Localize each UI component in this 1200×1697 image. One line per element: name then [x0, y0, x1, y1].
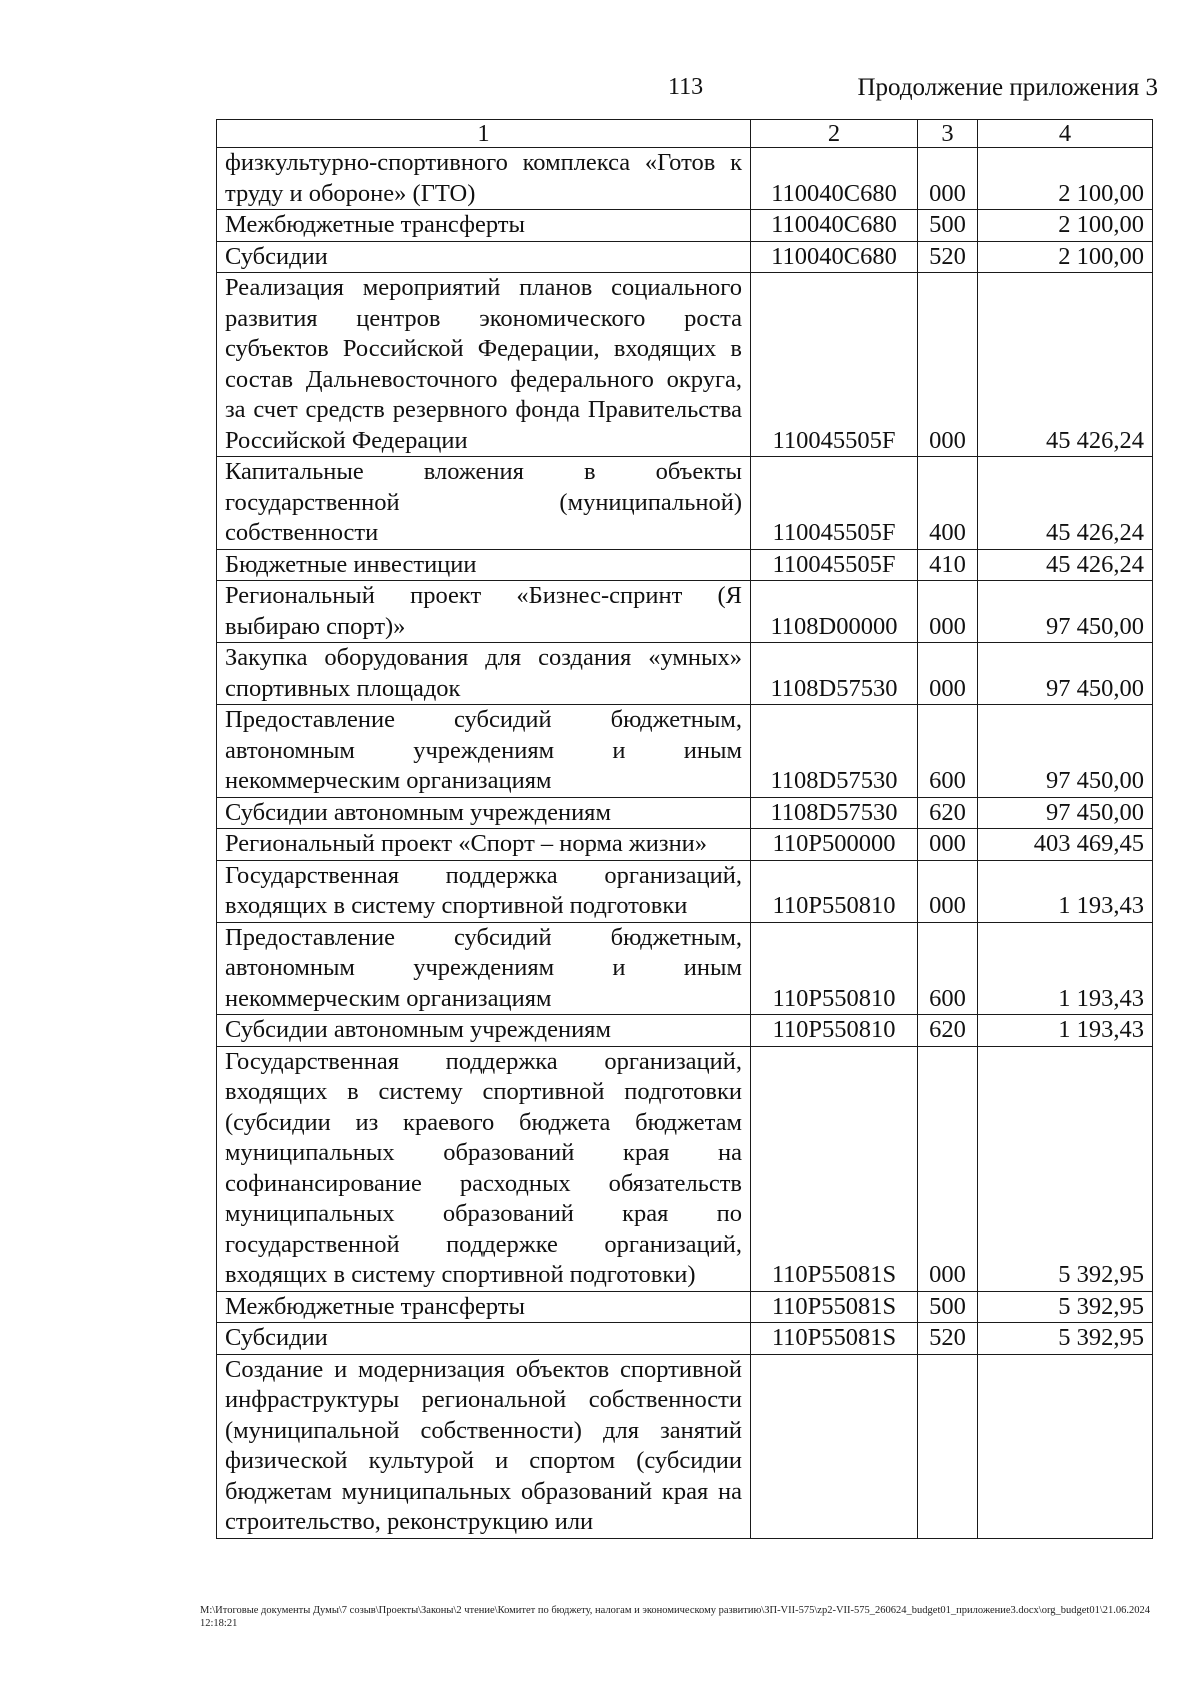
row-code-cell: 110Р55081S — [751, 1046, 918, 1291]
row-code-cell: 110Р500000 — [751, 829, 918, 861]
continuation-title: Продолжение приложения 3 — [857, 74, 1158, 101]
table-row — [217, 549, 1153, 581]
row-group-cell: 000 — [918, 273, 978, 457]
row-name-cell: Субсидии автономным учреждениям — [217, 797, 751, 829]
row-name-cell: Межбюджетные трансферты — [217, 210, 751, 242]
row-code-cell: 110040С680 — [751, 241, 918, 273]
row-group-cell: 000 — [918, 643, 978, 705]
row-name-cell: Предоставление субсидий бюджетным, автономным учреждениям и иным некоммерческим организациям — [217, 922, 751, 1015]
row-group-cell: 000 — [918, 581, 978, 643]
row-name-cell: Закупка оборудования для создания «умных» спортивных площадок — [217, 643, 751, 705]
row-group-cell: 620 — [918, 797, 978, 829]
row-name-cell: Предоставление субсидий бюджетным, автономным учреждениям и иным некоммерческим организациям — [217, 705, 751, 798]
row-code-cell: 110Р55081S — [751, 1291, 918, 1323]
row-code-cell: 1108D57530 — [751, 705, 918, 798]
row-amount-cell: 5 392,95 — [978, 1046, 1153, 1291]
row-amount-cell: 45 426,24 — [978, 549, 1153, 581]
row-amount-cell: 45 426,24 — [978, 273, 1153, 457]
row-code-cell: 110045505F — [751, 457, 918, 550]
row-name-cell: Капитальные вложения в объекты государственной (муниципальной) собственности — [217, 457, 751, 550]
row-code-cell: 110040С680 — [751, 148, 918, 210]
table-row — [217, 148, 1153, 210]
row-name-cell: физкультурно-спортивного комплекса «Готов к труду и обороне» (ГТО) — [217, 148, 751, 210]
row-group-cell: 600 — [918, 922, 978, 1015]
row-code-cell: 110Р55081S — [751, 1323, 918, 1355]
row-group-cell: 620 — [918, 1015, 978, 1047]
row-amount-cell: 1 193,43 — [978, 1015, 1153, 1047]
column-header-2: 2 — [751, 120, 918, 148]
row-amount-cell: 45 426,24 — [978, 457, 1153, 550]
table-row — [217, 922, 1153, 1015]
budget-table — [216, 119, 1153, 1539]
row-name-cell: Реализация мероприятий планов социального развития центров экономического роста субъектов Российской Федерации, входящих в состав Дальневосточного федерального округа, за счет средств резервного фонда Правительства Российской Федерации — [217, 273, 751, 457]
row-group-cell: 600 — [918, 705, 978, 798]
table-row — [217, 241, 1153, 273]
row-amount-cell: 97 450,00 — [978, 643, 1153, 705]
row-group-cell: 000 — [918, 829, 978, 861]
row-group-cell: 500 — [918, 1291, 978, 1323]
document-path-footer: M:\Итоговые документы Думы\7 созыв\Проекты\Законы\2 чтение\Комитет по бюджету, налогам и экономическому развитию\ЗП-VII-575\zp2-VII-575_260624_budget01_приложение3.docx\org_budget01\21.06.2024 12:18:21 — [200, 1605, 1151, 1629]
row-name-cell: Субсидии автономным учреждениям — [217, 1015, 751, 1047]
table-row — [217, 457, 1153, 550]
row-name-cell: Создание и модернизация объектов спортивной инфраструктуры региональной собственности (муниципальной собственности) для занятий физической культурой и спортом (субсидии бюджетам муниципальных образований края на строительство, реконструкцию или — [217, 1354, 751, 1538]
row-code-cell: 110Р550810 — [751, 1015, 918, 1047]
column-header-3: 3 — [918, 120, 978, 148]
row-code-cell: 110045505F — [751, 549, 918, 581]
row-group-cell: 520 — [918, 241, 978, 273]
table-row — [217, 829, 1153, 861]
row-amount-cell: 5 392,95 — [978, 1323, 1153, 1355]
row-code-cell: 110Р550810 — [751, 860, 918, 922]
row-name-cell: Государственная поддержка организаций, входящих в систему спортивной подготовки — [217, 860, 751, 922]
table-header-row — [217, 120, 1153, 148]
row-group-cell: 520 — [918, 1323, 978, 1355]
row-name-cell: Субсидии — [217, 1323, 751, 1355]
row-name-cell: Региональный проект «Бизнес-спринт (Я выбираю спорт)» — [217, 581, 751, 643]
row-code-cell — [751, 1354, 918, 1538]
row-amount-cell: 5 392,95 — [978, 1291, 1153, 1323]
row-code-cell: 1108D00000 — [751, 581, 918, 643]
column-header-1: 1 — [217, 120, 751, 148]
row-group-cell: 000 — [918, 1046, 978, 1291]
table-row — [217, 643, 1153, 705]
table-row — [217, 1015, 1153, 1047]
table-row — [217, 1046, 1153, 1291]
table-row — [217, 705, 1153, 798]
row-amount-cell: 97 450,00 — [978, 581, 1153, 643]
row-amount-cell: 1 193,43 — [978, 922, 1153, 1015]
row-amount-cell: 2 100,00 — [978, 241, 1153, 273]
row-group-cell: 410 — [918, 549, 978, 581]
table-row — [217, 273, 1153, 457]
row-group-cell — [918, 1354, 978, 1538]
table-row — [217, 581, 1153, 643]
row-group-cell: 000 — [918, 860, 978, 922]
row-amount-cell: 97 450,00 — [978, 705, 1153, 798]
row-group-cell: 400 — [918, 457, 978, 550]
row-name-cell: Бюджетные инвестиции — [217, 549, 751, 581]
table-row — [217, 1354, 1153, 1538]
row-amount-cell: 1 193,43 — [978, 860, 1153, 922]
row-name-cell: Субсидии — [217, 241, 751, 273]
row-amount-cell — [978, 1354, 1153, 1538]
table-row — [217, 860, 1153, 922]
table-row — [217, 1323, 1153, 1355]
row-code-cell: 110Р550810 — [751, 922, 918, 1015]
row-code-cell: 1108D57530 — [751, 643, 918, 705]
row-amount-cell: 403 469,45 — [978, 829, 1153, 861]
row-amount-cell: 2 100,00 — [978, 210, 1153, 242]
table-row — [217, 797, 1153, 829]
row-name-cell: Региональный проект «Спорт – норма жизни» — [217, 829, 751, 861]
row-group-cell: 500 — [918, 210, 978, 242]
page-number: 113 — [668, 74, 704, 100]
row-code-cell: 110040С680 — [751, 210, 918, 242]
row-group-cell: 000 — [918, 148, 978, 210]
row-name-cell: Межбюджетные трансферты — [217, 1291, 751, 1323]
row-name-cell: Государственная поддержка организаций, входящих в систему спортивной подготовки (субсидии из краевого бюджета бюджетам муниципальных образований края на софинансирование расходных обязательств муниципальных образований края по государственной поддержке организаций, входящих в систему спортивной подготовки) — [217, 1046, 751, 1291]
row-code-cell: 1108D57530 — [751, 797, 918, 829]
row-amount-cell: 2 100,00 — [978, 148, 1153, 210]
table-row — [217, 1291, 1153, 1323]
row-amount-cell: 97 450,00 — [978, 797, 1153, 829]
row-code-cell: 110045505F — [751, 273, 918, 457]
table-row — [217, 210, 1153, 242]
column-header-4: 4 — [978, 120, 1153, 148]
